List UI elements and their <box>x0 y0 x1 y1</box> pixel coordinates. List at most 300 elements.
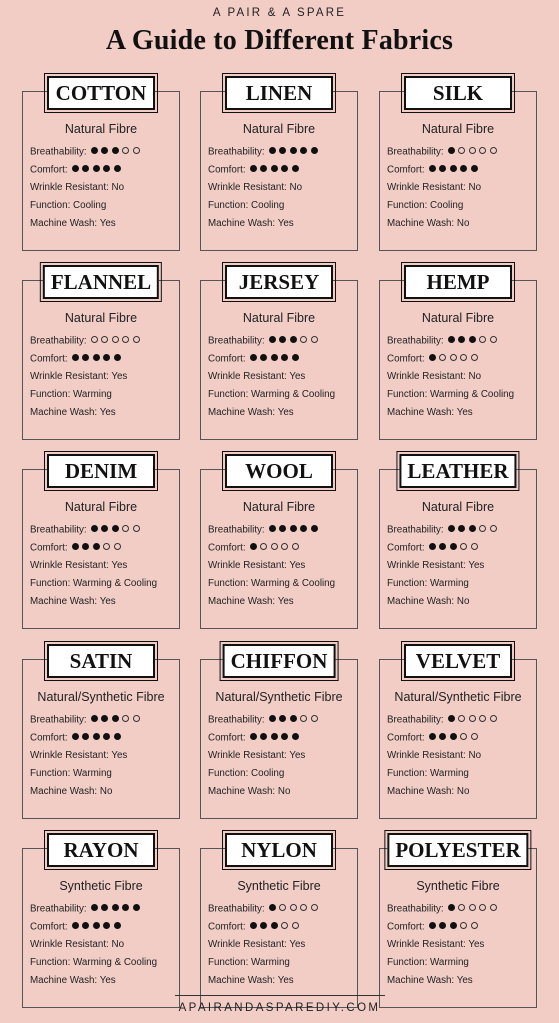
fabric-type: Synthetic Fibre <box>416 879 500 893</box>
wash-row <box>208 595 294 609</box>
rating-dot-filled <box>82 543 89 550</box>
rating-dot-filled <box>82 922 89 929</box>
rating-dot-empty <box>460 733 467 740</box>
comfort-label: Comfort: <box>387 353 425 365</box>
breathability-label: Breathability: <box>30 146 87 158</box>
breathability-label: Breathability: <box>30 335 87 347</box>
function-value: Cooling <box>73 200 107 211</box>
breathability-rating <box>448 713 501 727</box>
wrinkle-label: Wrinkle Resistant: <box>387 371 466 382</box>
breathability-row <box>208 902 321 916</box>
function-value: Cooling <box>251 200 285 211</box>
breathability-label: Breathability: <box>387 903 444 915</box>
function-row <box>387 767 469 781</box>
comfort-row <box>208 920 302 934</box>
wrinkle-label: Wrinkle Resistant: <box>208 560 287 571</box>
function-label: Function: <box>30 200 71 211</box>
breathability-rating <box>269 334 322 348</box>
rating-dot-empty <box>469 715 476 722</box>
wash-value: Yes <box>99 596 116 607</box>
rating-dot-empty <box>490 525 497 532</box>
rating-dot-filled <box>429 165 436 172</box>
comfort-rating <box>429 163 482 177</box>
function-value: Warming & Cooling <box>73 578 158 589</box>
wrinkle-value: No <box>111 182 125 193</box>
breathability-row <box>30 334 143 348</box>
comfort-rating <box>250 731 303 745</box>
rating-dot-empty <box>471 354 478 361</box>
fabric-name: WOOL <box>225 454 333 488</box>
fabric-name: NYLON <box>225 833 333 867</box>
wrinkle-row <box>387 559 484 573</box>
rating-dot-empty <box>439 354 446 361</box>
rating-dot-filled <box>439 733 446 740</box>
breathability-row <box>208 523 321 537</box>
rating-dot-filled <box>103 733 110 740</box>
rating-dot-empty <box>292 543 299 550</box>
breathability-rating <box>269 713 322 727</box>
rating-dot-filled <box>271 165 278 172</box>
rating-dot-filled <box>311 147 318 154</box>
rating-dot-filled <box>260 733 267 740</box>
rating-dot-empty <box>490 336 497 343</box>
wash-row <box>387 217 469 231</box>
breathability-label: Breathability: <box>208 903 265 915</box>
rating-dot-empty <box>133 336 140 343</box>
function-row <box>208 956 290 970</box>
rating-dot-filled <box>281 733 288 740</box>
rating-dot-filled <box>72 733 79 740</box>
rating-dot-filled <box>91 715 98 722</box>
function-label: Function: <box>208 578 249 589</box>
wash-row <box>30 406 116 420</box>
rating-dot-filled <box>114 922 121 929</box>
rating-dot-filled <box>271 354 278 361</box>
breathability-rating <box>269 145 322 159</box>
footer-divider <box>175 995 385 996</box>
wrinkle-label: Wrinkle Resistant: <box>208 750 287 761</box>
breathability-label: Breathability: <box>30 903 87 915</box>
rating-dot-filled <box>101 147 108 154</box>
rating-dot-filled <box>72 354 79 361</box>
rating-dot-empty <box>490 904 497 911</box>
rating-dot-empty <box>292 922 299 929</box>
rating-dot-filled <box>91 904 98 911</box>
fabric-type: Natural Fibre <box>421 500 495 514</box>
rating-dot-empty <box>133 525 140 532</box>
fabric-name: POLYESTER <box>387 833 528 867</box>
fabric-type: Synthetic Fibre <box>59 879 143 893</box>
fabric-name: JERSEY <box>225 265 333 299</box>
wrinkle-row <box>387 370 481 384</box>
rating-dot-empty <box>133 715 140 722</box>
wash-row <box>387 785 469 799</box>
function-row <box>208 577 335 591</box>
breathability-row <box>208 713 321 727</box>
rating-dot-empty <box>290 904 297 911</box>
function-label: Function: <box>208 200 249 211</box>
rating-dot-empty <box>281 543 288 550</box>
comfort-rating <box>72 920 125 934</box>
wash-label: Machine Wash: <box>208 596 276 607</box>
fabric-card-flannel <box>22 270 180 440</box>
wash-label: Machine Wash: <box>208 407 276 418</box>
rating-dot-filled <box>279 715 286 722</box>
rating-dot-filled <box>429 922 436 929</box>
rating-dot-filled <box>91 525 98 532</box>
breathability-row <box>30 523 143 537</box>
breathability-label: Breathability: <box>387 714 444 726</box>
wrinkle-label: Wrinkle Resistant: <box>387 182 466 193</box>
rating-dot-empty <box>490 147 497 154</box>
wash-value: Yes <box>99 975 116 986</box>
wrinkle-value: Yes <box>289 750 306 761</box>
rating-dot-empty <box>471 922 478 929</box>
rating-dot-filled <box>93 165 100 172</box>
rating-dot-empty <box>469 147 476 154</box>
rating-dot-filled <box>448 715 455 722</box>
wrinkle-value: Yes <box>111 750 128 761</box>
wrinkle-value: Yes <box>289 560 306 571</box>
wrinkle-label: Wrinkle Resistant: <box>30 560 109 571</box>
fabric-card-denim <box>22 459 180 629</box>
rating-dot-empty <box>479 147 486 154</box>
rating-dot-filled <box>103 354 110 361</box>
rating-dot-filled <box>448 336 455 343</box>
comfort-rating <box>250 920 303 934</box>
comfort-label: Comfort: <box>30 353 68 365</box>
breathability-row <box>387 523 500 537</box>
fabric-type: Natural Fibre <box>421 122 495 136</box>
rating-dot-filled <box>460 165 467 172</box>
fabric-card-silk <box>379 81 537 251</box>
breathability-row <box>30 145 143 159</box>
wrinkle-label: Wrinkle Resistant: <box>208 182 287 193</box>
comfort-row <box>387 352 481 366</box>
wrinkle-value: Yes <box>111 371 128 382</box>
wash-label: Machine Wash: <box>208 218 276 229</box>
breathability-row <box>208 145 321 159</box>
wash-row <box>387 406 473 420</box>
wash-value: Yes <box>277 218 294 229</box>
breathability-row <box>387 145 500 159</box>
rating-dot-filled <box>290 147 297 154</box>
wrinkle-value: No <box>468 371 482 382</box>
breathability-rating <box>448 145 501 159</box>
comfort-label: Comfort: <box>387 164 425 176</box>
rating-dot-filled <box>72 922 79 929</box>
function-label: Function: <box>387 768 428 779</box>
breathability-label: Breathability: <box>208 335 265 347</box>
breathability-row <box>30 902 143 916</box>
breathability-rating <box>91 523 144 537</box>
function-value: Warming <box>73 768 112 779</box>
function-label: Function: <box>208 389 249 400</box>
comfort-label: Comfort: <box>208 164 246 176</box>
rating-dot-filled <box>439 922 446 929</box>
function-row <box>30 767 112 781</box>
rating-dot-filled <box>112 904 119 911</box>
rating-dot-empty <box>271 543 278 550</box>
comfort-rating <box>250 352 303 366</box>
wrinkle-label: Wrinkle Resistant: <box>30 750 109 761</box>
fabric-type: Natural Fibre <box>242 500 316 514</box>
wrinkle-label: Wrinkle Resistant: <box>387 939 466 950</box>
fabric-card-polyester <box>379 838 537 1008</box>
rating-dot-empty <box>300 715 307 722</box>
rating-dot-filled <box>269 715 276 722</box>
comfort-rating <box>72 163 125 177</box>
wash-label: Machine Wash: <box>30 596 98 607</box>
wrinkle-row <box>30 749 127 763</box>
breathability-label: Breathability: <box>30 714 87 726</box>
comfort-row <box>208 731 302 745</box>
rating-dot-filled <box>279 147 286 154</box>
rating-dot-empty <box>458 715 465 722</box>
fabric-name: LINEN <box>225 76 333 110</box>
function-row <box>30 956 157 970</box>
rating-dot-filled <box>250 354 257 361</box>
wrinkle-row <box>208 370 305 384</box>
function-value: Warming <box>430 578 469 589</box>
rating-dot-empty <box>469 904 476 911</box>
rating-dot-empty <box>279 904 286 911</box>
function-value: Warming <box>430 768 469 779</box>
wrinkle-value: No <box>468 182 482 193</box>
wrinkle-value: Yes <box>289 371 306 382</box>
comfort-label: Comfort: <box>387 921 425 933</box>
wash-label: Machine Wash: <box>387 786 455 797</box>
rating-dot-filled <box>250 922 257 929</box>
wrinkle-row <box>208 749 305 763</box>
fabric-type: Natural/Synthetic Fibre <box>37 690 165 704</box>
comfort-label: Comfort: <box>208 732 246 744</box>
comfort-rating <box>429 541 482 555</box>
breathability-rating <box>448 902 501 916</box>
function-row <box>30 388 112 402</box>
rating-dot-empty <box>458 147 465 154</box>
fabric-type: Natural Fibre <box>64 311 138 325</box>
wash-value: No <box>277 786 291 797</box>
fabric-card-linen <box>200 81 358 251</box>
fabric-name: VELVET <box>404 644 512 678</box>
rating-dot-filled <box>82 354 89 361</box>
wrinkle-value: No <box>468 750 482 761</box>
wash-label: Machine Wash: <box>208 975 276 986</box>
brand-name: A PAIR & A SPARE <box>212 7 347 19</box>
function-row <box>387 577 469 591</box>
rating-dot-filled <box>429 733 436 740</box>
wrinkle-row <box>30 181 124 195</box>
rating-dot-filled <box>269 336 276 343</box>
rating-dot-filled <box>439 543 446 550</box>
rating-dot-empty <box>311 904 318 911</box>
rating-dot-filled <box>101 715 108 722</box>
wash-value: Yes <box>277 407 294 418</box>
rating-dot-filled <box>112 147 119 154</box>
wrinkle-label: Wrinkle Resistant: <box>30 371 109 382</box>
rating-dot-filled <box>281 165 288 172</box>
comfort-row <box>208 163 302 177</box>
rating-dot-filled <box>269 147 276 154</box>
function-value: Warming & Cooling <box>430 389 515 400</box>
comfort-row <box>387 920 481 934</box>
rating-dot-filled <box>82 165 89 172</box>
wrinkle-value: No <box>289 182 303 193</box>
rating-dot-filled <box>279 336 286 343</box>
fabric-type: Natural Fibre <box>64 122 138 136</box>
rating-dot-filled <box>290 525 297 532</box>
rating-dot-empty <box>300 904 307 911</box>
rating-dot-empty <box>458 904 465 911</box>
rating-dot-filled <box>290 336 297 343</box>
fabric-name: COTTON <box>47 76 155 110</box>
breathability-label: Breathability: <box>387 146 444 158</box>
rating-dot-empty <box>281 922 288 929</box>
rating-dot-empty <box>460 354 467 361</box>
breathability-label: Breathability: <box>208 714 265 726</box>
wash-row <box>30 974 116 988</box>
wash-label: Machine Wash: <box>30 407 98 418</box>
breathability-row <box>208 334 321 348</box>
rating-dot-empty <box>479 336 486 343</box>
fabric-type: Natural/Synthetic Fibre <box>215 690 343 704</box>
wash-row <box>30 595 116 609</box>
rating-dot-filled <box>114 733 121 740</box>
rating-dot-filled <box>300 525 307 532</box>
fabric-card-satin <box>22 649 180 819</box>
function-label: Function: <box>30 768 71 779</box>
rating-dot-filled <box>93 543 100 550</box>
rating-dot-filled <box>281 354 288 361</box>
fabric-type: Synthetic Fibre <box>237 879 321 893</box>
rating-dot-filled <box>450 733 457 740</box>
rating-dot-filled <box>114 354 121 361</box>
wash-row <box>208 406 294 420</box>
rating-dot-empty <box>460 543 467 550</box>
rating-dot-filled <box>269 525 276 532</box>
comfort-label: Comfort: <box>30 542 68 554</box>
fabric-name: SATIN <box>47 644 155 678</box>
comfort-rating <box>429 920 482 934</box>
comfort-rating <box>250 163 303 177</box>
comfort-row <box>30 163 124 177</box>
comfort-row <box>30 920 124 934</box>
rating-dot-filled <box>292 165 299 172</box>
function-label: Function: <box>30 389 71 400</box>
fabric-type: Natural Fibre <box>64 500 138 514</box>
wrinkle-row <box>30 938 124 952</box>
wrinkle-label: Wrinkle Resistant: <box>387 560 466 571</box>
rating-dot-filled <box>133 904 140 911</box>
comfort-rating <box>429 731 482 745</box>
comfort-label: Comfort: <box>30 164 68 176</box>
rating-dot-empty <box>311 715 318 722</box>
wash-row <box>387 974 473 988</box>
rating-dot-filled <box>93 922 100 929</box>
rating-dot-empty <box>479 525 486 532</box>
rating-dot-filled <box>311 525 318 532</box>
comfort-label: Comfort: <box>387 732 425 744</box>
comfort-label: Comfort: <box>30 732 68 744</box>
function-label: Function: <box>387 389 428 400</box>
fabric-card-hemp <box>379 270 537 440</box>
comfort-label: Comfort: <box>387 542 425 554</box>
footer-url: APAIRANDASPAREDIY.COM <box>178 1002 381 1014</box>
fabric-name: RAYON <box>47 833 155 867</box>
rating-dot-empty <box>450 354 457 361</box>
fabric-name: CHIFFON <box>223 644 336 678</box>
fabric-type: Natural Fibre <box>242 122 316 136</box>
wash-label: Machine Wash: <box>30 218 98 229</box>
rating-dot-filled <box>292 733 299 740</box>
comfort-rating <box>72 352 125 366</box>
rating-dot-filled <box>469 336 476 343</box>
comfort-row <box>387 731 481 745</box>
comfort-label: Comfort: <box>208 921 246 933</box>
breathability-rating <box>269 523 322 537</box>
fabric-card-jersey <box>200 270 358 440</box>
fabric-name: LEATHER <box>399 454 516 488</box>
fabric-card-chiffon <box>200 649 358 819</box>
wrinkle-row <box>208 938 305 952</box>
wash-value: Yes <box>277 596 294 607</box>
wash-label: Machine Wash: <box>387 596 455 607</box>
rating-dot-empty <box>471 733 478 740</box>
wash-value: No <box>456 786 470 797</box>
rating-dot-empty <box>103 543 110 550</box>
rating-dot-filled <box>450 922 457 929</box>
comfort-row <box>208 352 302 366</box>
breathability-label: Breathability: <box>30 524 87 536</box>
rating-dot-filled <box>458 525 465 532</box>
comfort-row <box>387 541 481 555</box>
function-value: Warming & Cooling <box>251 578 336 589</box>
function-value: Warming <box>251 957 290 968</box>
wash-value: Yes <box>456 975 473 986</box>
comfort-row <box>30 541 124 555</box>
wrinkle-label: Wrinkle Resistant: <box>30 182 109 193</box>
rating-dot-empty <box>91 336 98 343</box>
fabric-name: DENIM <box>47 454 155 488</box>
rating-dot-empty <box>479 904 486 911</box>
wash-row <box>387 595 469 609</box>
rating-dot-empty <box>122 525 129 532</box>
fabric-name: FLANNEL <box>43 265 159 299</box>
rating-dot-filled <box>114 165 121 172</box>
rating-dot-empty <box>122 147 129 154</box>
fabric-type: Natural/Synthetic Fibre <box>394 690 522 704</box>
breathability-row <box>387 334 500 348</box>
rating-dot-empty <box>101 336 108 343</box>
function-value: Warming <box>430 957 469 968</box>
wrinkle-label: Wrinkle Resistant: <box>208 939 287 950</box>
wrinkle-value: Yes <box>289 939 306 950</box>
wash-row <box>30 217 116 231</box>
rating-dot-filled <box>93 733 100 740</box>
wrinkle-row <box>208 559 305 573</box>
rating-dot-empty <box>311 336 318 343</box>
rating-dot-filled <box>250 165 257 172</box>
wrinkle-row <box>208 181 302 195</box>
function-label: Function: <box>387 957 428 968</box>
rating-dot-filled <box>260 354 267 361</box>
rating-dot-filled <box>112 715 119 722</box>
rating-dot-filled <box>458 336 465 343</box>
function-label: Function: <box>30 578 71 589</box>
wash-value: No <box>99 786 113 797</box>
breathability-rating <box>91 902 144 916</box>
